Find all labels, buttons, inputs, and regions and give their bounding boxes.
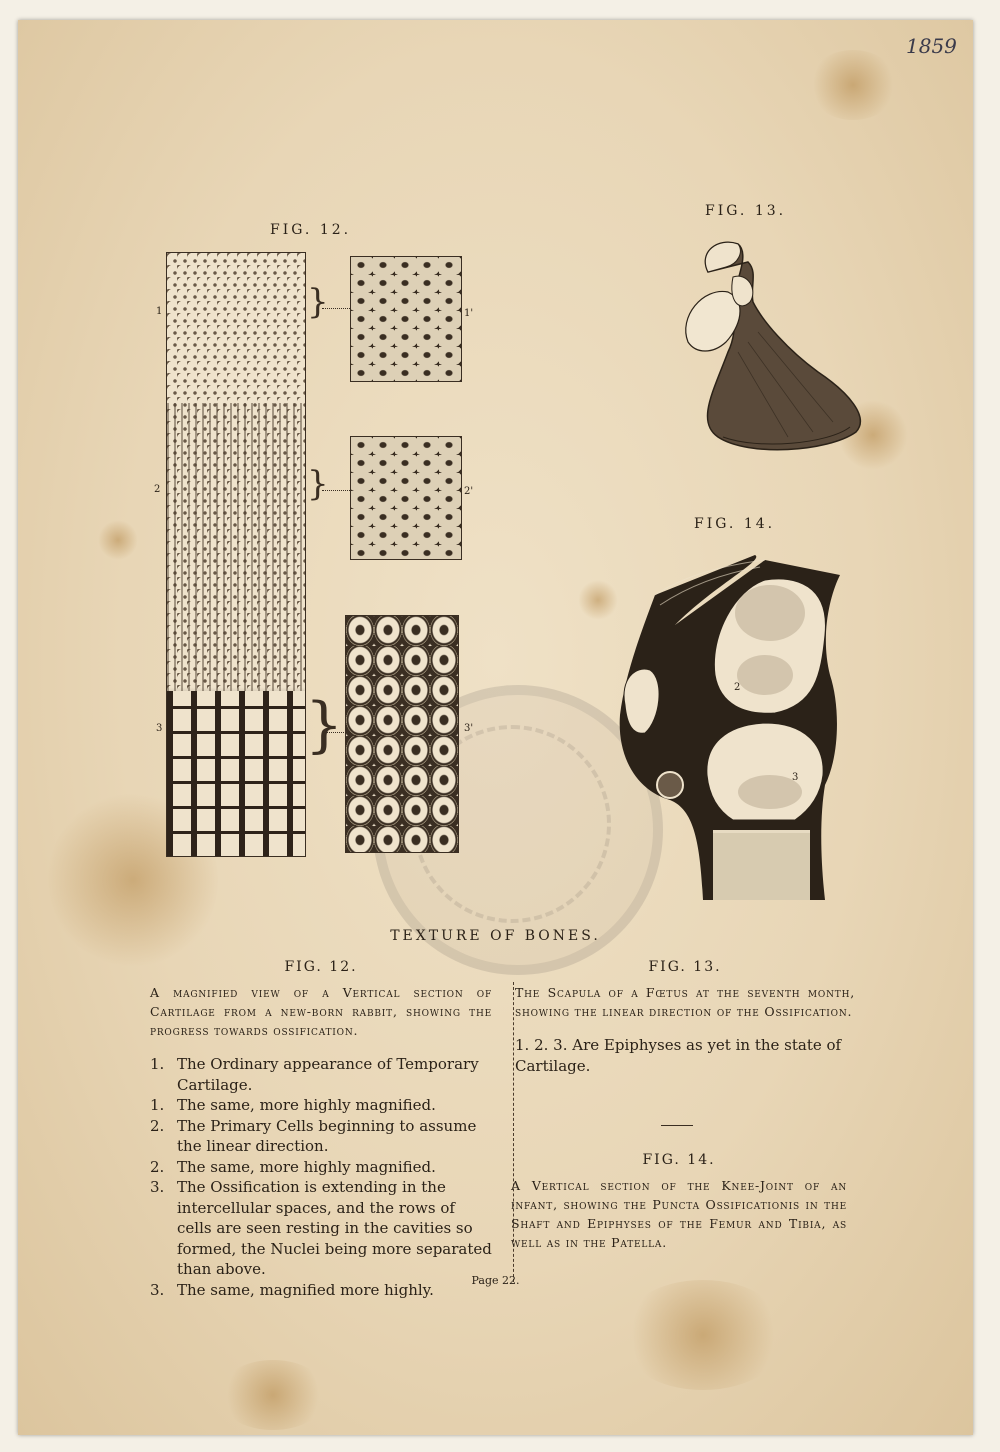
fig12-number-3: 3 (156, 723, 163, 734)
fig12-number-1: 1 (156, 306, 163, 317)
handwritten-annotation: 1859 (906, 34, 957, 58)
leader-line (322, 490, 350, 491)
item-number: 3. (150, 1178, 165, 1196)
fig12-mag-number-3: 3' (464, 723, 474, 734)
fig13-scapula-illustration (678, 232, 868, 462)
fig14-knee-joint-illustration (615, 555, 845, 900)
leader-line (324, 732, 344, 733)
item-number: 1. 2. 3. (515, 1036, 568, 1054)
item-text: Are Epiphyses as yet in the state of Cartilage. (515, 1036, 842, 1075)
fig12-mag-number-2: 2' (464, 486, 474, 497)
fig14-plate-label: FIG. 14. (694, 516, 776, 532)
stain (618, 1280, 788, 1390)
fig12-ossification-rows (167, 691, 305, 856)
brace-icon: } (307, 282, 329, 322)
list-item (150, 1054, 492, 1095)
item-number: 3. (150, 1280, 165, 1299)
fig14-description: A Vertical section of the Knee-Joint of an infant, showing the Puncta Ossificationis in the Shaft and Epiphyses of the Femur and Tibia, as well as in the Patella. (511, 1178, 847, 1250)
fig12-magnified-2 (350, 436, 462, 560)
leader-line (322, 308, 350, 309)
fig12-mag-number-1: 1' (464, 308, 474, 319)
stain (98, 520, 138, 560)
list-item (150, 1095, 492, 1116)
item-text: The Primary Cells beginning to assume the linear direction. (177, 1116, 477, 1155)
page-number: Page 22. (471, 1274, 520, 1287)
fig14-heading: FIG. 14. (642, 1152, 716, 1168)
brace-icon: } (307, 464, 329, 504)
fig14-legend (511, 1150, 847, 1252)
stain (578, 580, 618, 620)
item-number: 1. (150, 1096, 165, 1114)
section-rule (661, 1125, 693, 1126)
fig12-number-2: 2 (154, 484, 161, 495)
fig12-linear-cells (167, 403, 305, 703)
page-sheet (18, 20, 973, 1435)
list-item (150, 1177, 492, 1280)
fig12-heading: FIG. 12. (284, 959, 358, 975)
fig13-legend (515, 957, 855, 1076)
stain (218, 1360, 328, 1430)
item-text: The Ordinary appearance of Temporary Cartilage. (177, 1055, 479, 1094)
fig12-description: A magnified view of a Vertical section of Cartilage from a new-born rabbit, showing the progress towards ossification. (150, 985, 492, 1038)
fig13-description: The Scapula of a Fœtus at the seventh month, showing the linear direction of the Ossification. (515, 985, 855, 1019)
plate-title: TEXTURE OF BONES. (390, 928, 601, 944)
item-number: 1. (150, 1055, 165, 1073)
fig12-item-list (150, 1054, 492, 1300)
fig14-number-2: 2 (734, 682, 741, 693)
brace-icon: } (305, 690, 344, 760)
item-text: The same, more highly magnified. (177, 1157, 436, 1176)
item-text: The Ossification is extending in the intercellular spaces, and the rows of cells are seen resting in the cavities so formed, the Nuclei being more separated than above. (177, 1178, 492, 1278)
fig12-magnified-1 (350, 256, 462, 382)
stain (808, 50, 898, 120)
item-text: The same, magnified more highly. (177, 1280, 434, 1299)
list-item (150, 1157, 492, 1178)
fig13-heading: FIG. 13. (648, 959, 722, 975)
fig12-cartilage-column (166, 252, 306, 857)
fig13-item-list (515, 1035, 855, 1076)
list-item (515, 1035, 855, 1076)
fig12-plate-label: FIG. 12. (270, 222, 352, 238)
fig14-number-3: 3 (792, 772, 799, 783)
item-number: 2. (150, 1116, 165, 1135)
fig13-plate-label: FIG. 13. (705, 203, 787, 219)
item-number: 2. (150, 1157, 165, 1176)
fig12-magnified-3 (345, 615, 459, 853)
item-text: The same, more highly magnified. (177, 1096, 436, 1114)
list-item (150, 1116, 492, 1157)
fig12-legend (150, 957, 492, 1300)
